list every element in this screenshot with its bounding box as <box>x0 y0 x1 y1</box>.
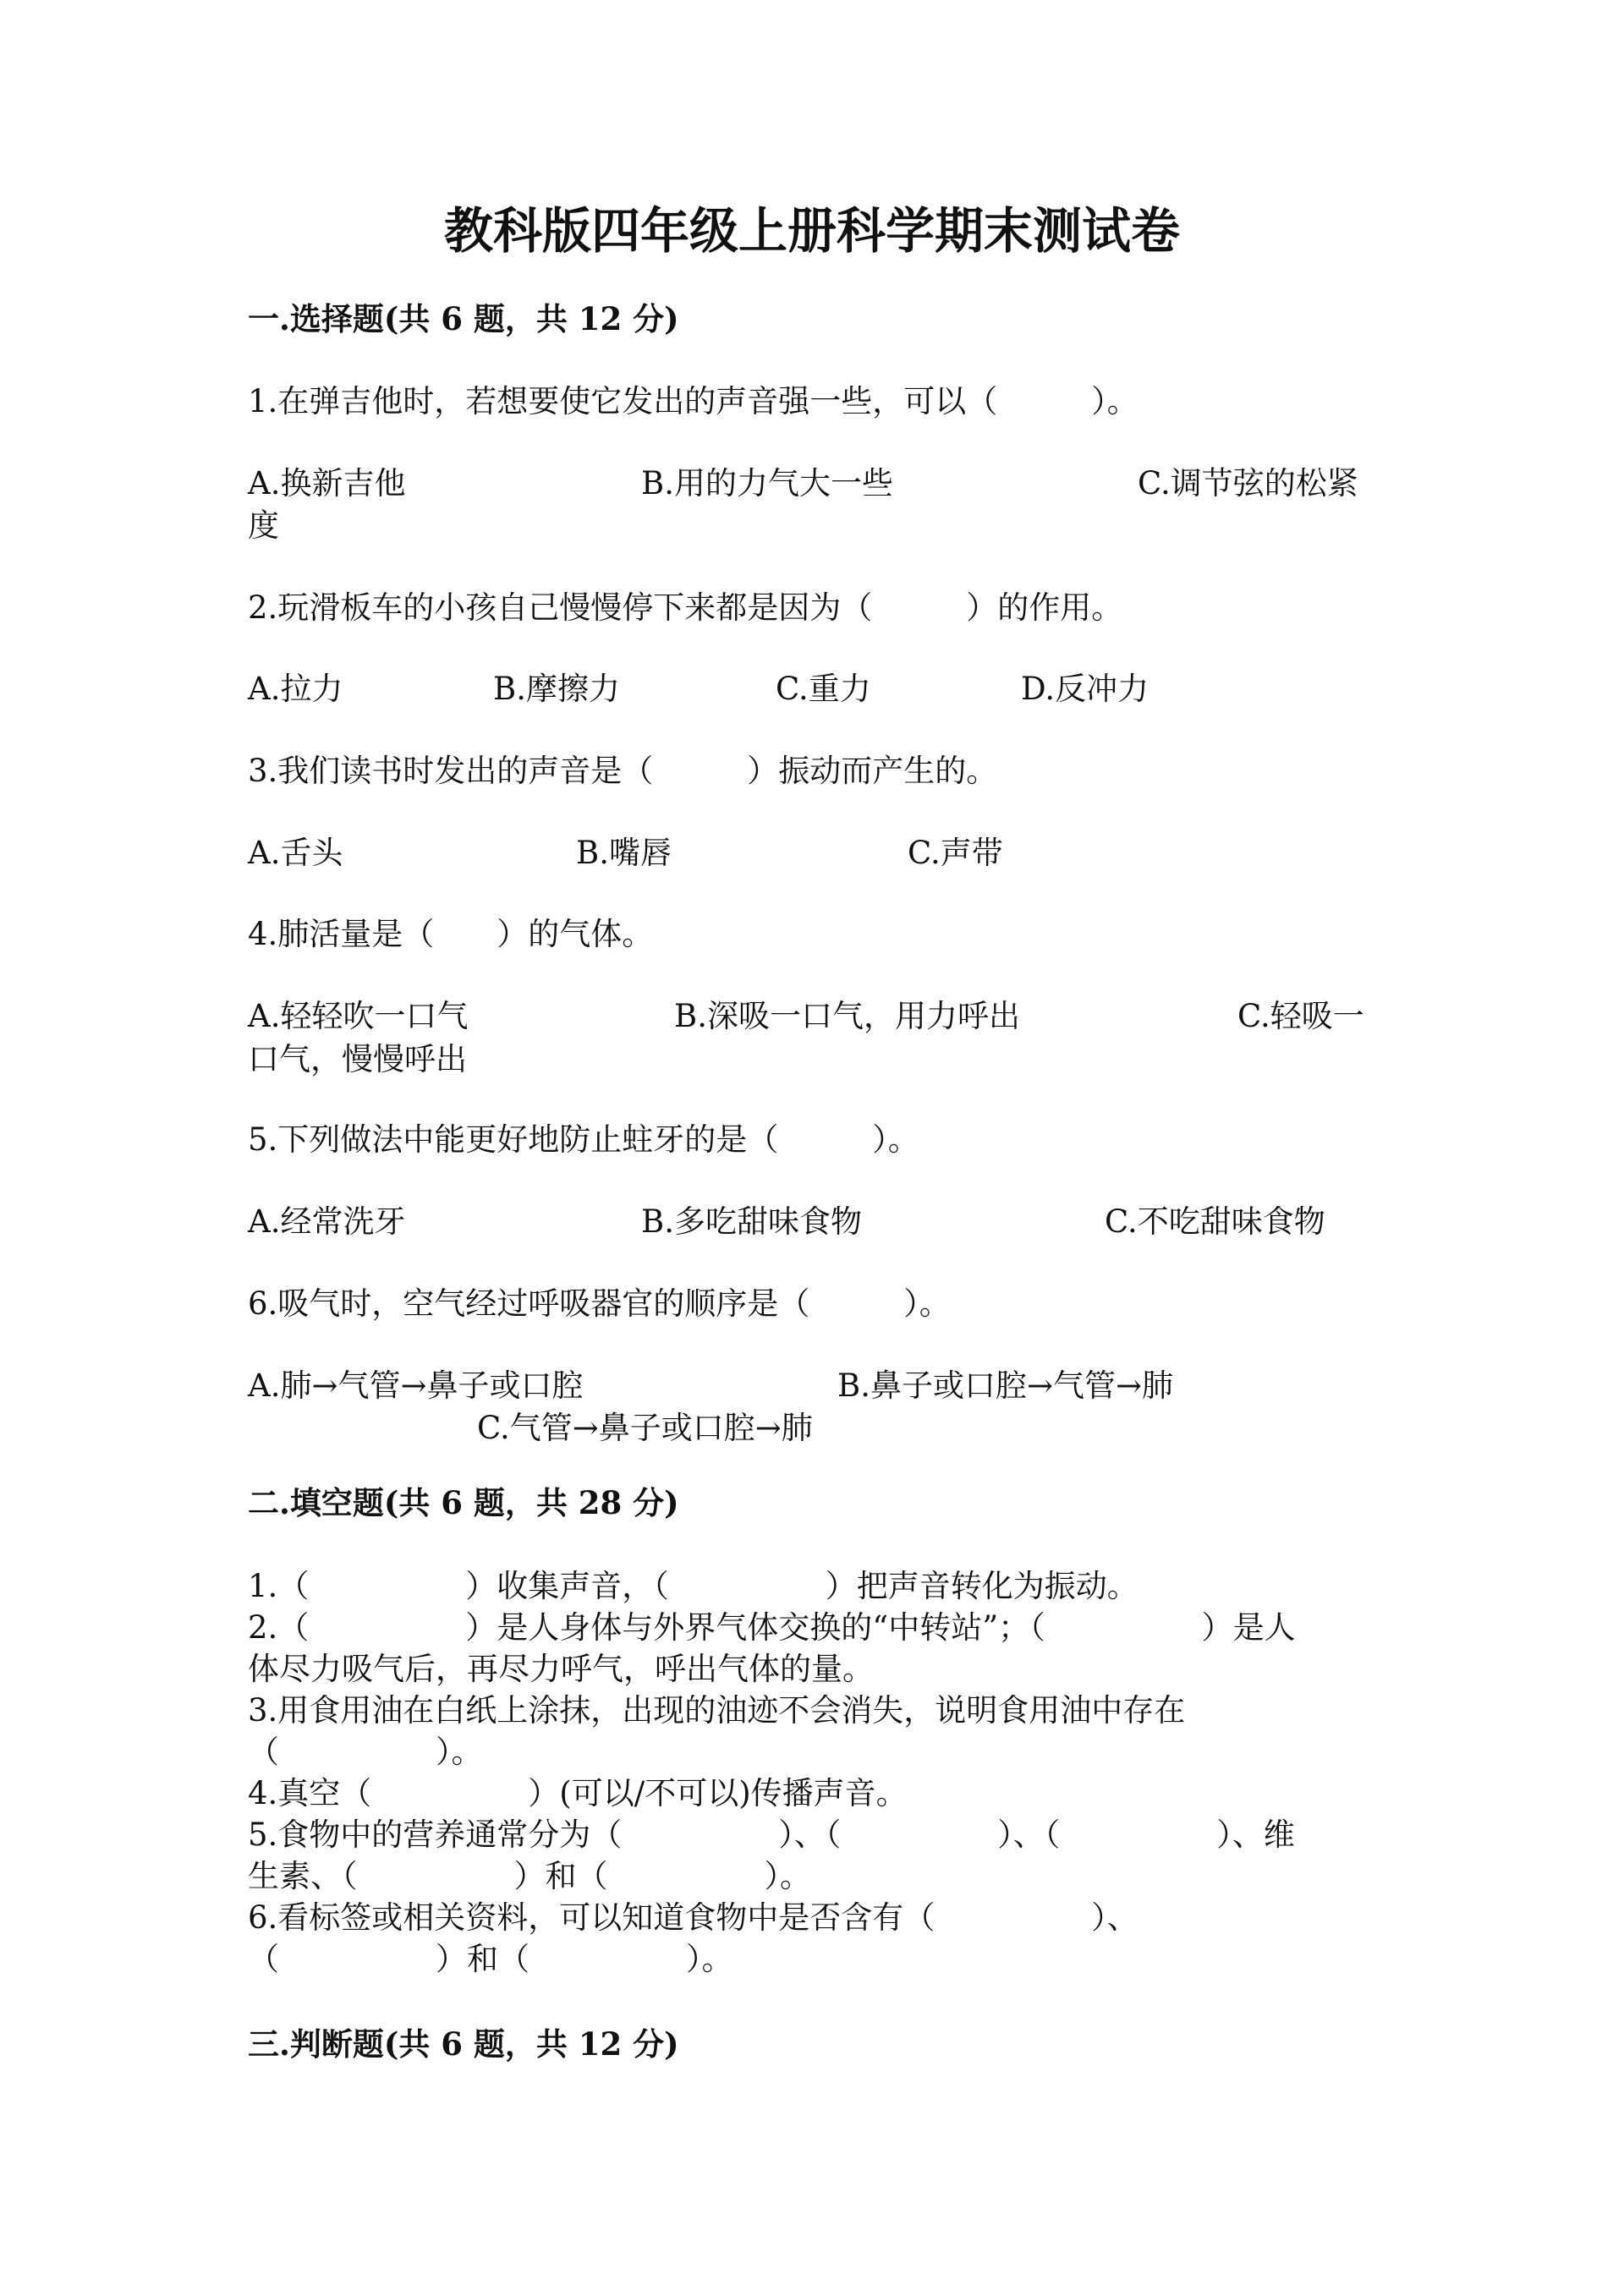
fill-blank-line: （ ）和（ ）。 <box>248 1941 733 1977</box>
fill-blank-line: 4.真空（ ）(可以/不可以)传播声音。 <box>248 1775 908 1811</box>
fill-blank-line: 5.食物中的营养通常分为（ ）、（ ）、（ ）、维 <box>248 1817 1295 1853</box>
option-d: D.反冲力 <box>1021 671 1149 707</box>
option-b: B.深吸一口气，用力呼出 <box>674 998 1020 1034</box>
option-a: A.经常洗牙 <box>248 1203 406 1240</box>
option-c: C.调节弦的松紧 <box>1138 465 1358 501</box>
fill-blank-line: （ ）。 <box>248 1734 483 1770</box>
option-b: B.摩擦力 <box>493 671 620 707</box>
option-b: B.嘴唇 <box>576 835 672 871</box>
section-heading-fill-blank: 二.填空题(共 6 题，共 28 分) <box>248 1484 679 1521</box>
question-stem: 3.我们读书时发出的声音是（ ）振动而产生的。 <box>248 753 998 789</box>
fill-blank-line: 生素、（ ）和（ ）。 <box>248 1858 811 1894</box>
option-c: C.轻吸一 <box>1237 998 1364 1034</box>
section-heading-choice: 一.选择题(共 6 题，共 12 分) <box>248 300 679 337</box>
fill-blank-line: 1.（ ）收集声音，（ ）把声音转化为振动。 <box>248 1568 1138 1604</box>
option-c-continued: 口气，慢慢呼出 <box>248 1041 467 1077</box>
question-stem: 2.玩滑板车的小孩自己慢慢停下来都是因为（ ）的作用。 <box>248 589 1123 626</box>
question-stem: 5.下列做法中能更好地防止蛀牙的是（ ）。 <box>248 1121 919 1158</box>
option-a: A.舌头 <box>248 835 343 871</box>
option-a: A.换新吉他 <box>248 465 406 501</box>
option-c: C.不吃甜味食物 <box>1105 1203 1325 1240</box>
option-b: B.多吃甜味食物 <box>641 1203 862 1240</box>
option-c: C.重力 <box>776 671 871 707</box>
question-stem: 4.肺活量是（ ）的气体。 <box>248 916 654 952</box>
fill-blank-line: 3.用食用油在白纸上涂抹，出现的油迹不会消失，说明食用油中存在 <box>248 1692 1186 1729</box>
page-title: 教科版四年级上册科学期末测试卷 <box>443 202 1180 260</box>
option-b: B.用的力气大一些 <box>641 465 893 501</box>
fill-blank-line: 6.看标签或相关资料，可以知道食物中是否含有（ ）、 <box>248 1899 1138 1936</box>
option-a: A.肺→气管→鼻子或口腔 <box>248 1367 584 1404</box>
option-c: C.声带 <box>908 835 1003 871</box>
option-b: B.鼻子或口腔→气管→肺 <box>837 1367 1173 1404</box>
fill-blank-line: 2.（ ）是人身体与外界气体交换的“中转站”；（ ）是人 <box>248 1609 1296 1646</box>
question-stem: 6.吸气时，空气经过呼吸器官的顺序是（ ）。 <box>248 1285 951 1322</box>
question-stem: 1.在弹吉他时，若想要使它发出的声音强一些，可以（ ）。 <box>248 383 1138 419</box>
section-heading-true-false: 三.判断题(共 6 题，共 12 分) <box>248 2025 679 2063</box>
option-a: A.轻轻吹一口气 <box>248 998 469 1034</box>
option-a: A.拉力 <box>248 671 343 707</box>
option-c: C.气管→鼻子或口腔→肺 <box>477 1410 813 1446</box>
option-c-continued: 度 <box>248 507 279 544</box>
fill-blank-line: 体尽力吸气后，再尽力呼气，呼出气体的量。 <box>248 1651 874 1687</box>
